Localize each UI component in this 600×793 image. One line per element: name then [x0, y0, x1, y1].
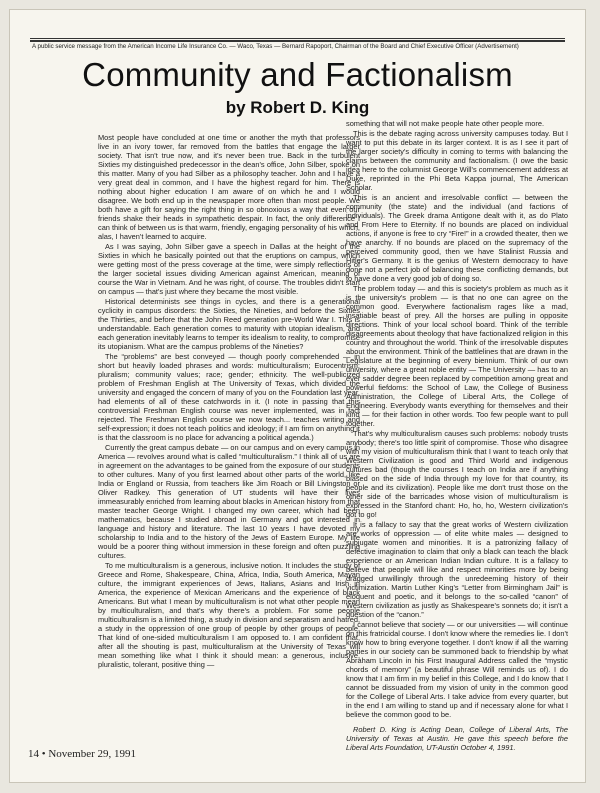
- paragraph: Most people have concluded at one time or another the myth that professors live in an ivory tower, far removed from the battles that engage the larger society. That isn't true now, and it's never been true. Back in the turbulent Sixties my distinguished predecessor in the dean's office, John Silber, spoke on this matter. Many of you had Silber as a philosophy teacher. John and I have a very great deal in common, and I have the highest regard for him. There is nothing about higher education I am aware of on which he and I would disagree. We both end up in the newspaper more often than most people. We both have a gift for saying the right thing in so obnoxious a way that even our friends shake their heads in sympathetic despair. In fact, the only difference I can think of between us is that warm, friendly, engaging personality of his which, alas, I haven't learned to acquire.: [98, 133, 360, 241]
- paragraph: It is a fallacy to say that the great works of Western civilization are works of oppression — of elite white males — designed to subjugate women and minorities. It is a patronizing fallacy of defective imagination to claim that only a black can teach the black experience or an American Indian Indian culture. It is a fallacy to believe that people will like and respect minorities more by being dragged unwillingly through the unredeeming history of their victimization. Martin Luther King's “Letter from Birmingham Jail” is eloquent and poetic, and it belongs to the so-called “canon” of Western civilization as justly as Shakespeare's sonnets do; it isn't a question of the “canon.”: [346, 520, 568, 619]
- page-footer: 14 • November 29, 1991: [28, 748, 137, 760]
- public-service-notice: A public service message from the American Income Life Insurance Co. — Waco, Texas — Bernard Rapoport, Chairman of the Board and Chief Executive Officer (Advertisement): [32, 43, 519, 50]
- paragraph: This is an ancient and irresolvable conflict — between the community (the state) and the individual (and factions of individuals). The Greek drama Antigone dealt with it, as do Plato and From Here to Eternity. If no bounds are placed on individual actions, if anyone is free to cry “Fire!” in a crowded theater, then we have anarchy. If no bounds are placed on the supremacy of the perceived community good, then we have Stalinist Russia and Hitler's Germany. It is the genius of Western democracy to have done not a perfect job of balancing these conflicting demands, but to have done a very good job of doing so.: [346, 193, 568, 283]
- paragraph: Historical determinists see things in cycles, and there is a generational cyclicity in campus disorders: the Sixties, the Nineties, and before the Sixties the Thirties, and before that the John Reed generation pre-World War I. This is understandable. Each generation comes to maturity with utopian idealism, and each generation inevitably learns to temper its idealism to reality, to compromise its utopianism. What are the campus problems of the Nineties?: [98, 297, 360, 351]
- paragraph: The problem today — and this is society's problem as much as it is the university's problem — is that no one can agree on the common good. Everywhere factionalism rages like a mad, insatiable beast of prey. All the horses are pulling in opposite directions. Think of your local school board. Think of the terrible disagreements about theology that have factionalized religion in this country and throughout the world. Think of the irresolvable disputes about the environment. Think of the battlelines that are drawn in the Legislature at the beginning of every biennium. Think of our own university, where a great noble entity — The University — has to an ever sadder degree been replaced by competition among great and powerful fiefdoms: the School of Law, the College of Business Administration, the College of Liberal Arts, the College of Engineering. Everybody wants everything for themselves and their kind — for their faction in other words. Too few people want to pull together.: [346, 284, 568, 428]
- paragraph: This is the debate raging across university campuses today. But I want to put this debate in its larger context. It is as I see it part of the larger society's difficulty in coming to terms with balancing the claims between the community and factionalism. (I owe the basic idea here to the columnist George Will's commencement address at Duke, reprinted in the Phi Beta Kappa journal, The American Scholar.: [346, 129, 568, 192]
- right-column: [346, 119, 568, 752]
- left-column: [98, 133, 360, 739]
- magazine-page: [10, 10, 585, 782]
- paragraph: Currently the great campus debate — on our campus and on every campus in America — revolves around what is called “multiculturalism.” I think all of us are in agreement on the advantages to be gained from the exposure of our students to other cultures. Many of you first learned about other parts of the world, like India or England or Russia, from teachers like Jim Roach or Bill Livingston or Oliver Radkey. This generation of UT students will have their lives immeasurably enriched from learning about blacks in American history from that master teacher George Wright. I changed my own career, which had been mathematics, because I studied abroad in Germany and got interested in language and history and literature. The last 10 years I have devoted my scholarship to India and to the history of the Jews of Eastern Europe. My life would be a poorer thing without immersion in these foreign and often puzzling cultures.: [98, 443, 360, 560]
- paragraph: The “problems” are best conveyed — though poorly comprehended — in short but heavily loaded phrases and words: multiculturalism; Eurocentrism; pluralism; community values; race; gender; ethnicity. The well-publicized problem of Freshman English at The University of Texas, which divided the university and engaged the concern of many of you on the Foundation last year, had elements of all of these catchwords in it. (I note in passing that this controversial Freshman English course was never implemented, was in fact rejected. The Freshman English course we now teach... teaches writing and self-expression; it does not teach politics and ideology; if I am firm on anything it is that the classroom is no place for advancing a political agenda.): [98, 352, 360, 442]
- paragraph: As I was saying, John Silber gave a speech in Dallas at the height of the Sixties in which he basically pointed out that the eruptions on campus, which were getting most of the press coverage at the time, were simply reflections of the larger societal issues dividing American against American, meaning of course the War in Vietnam. And he was right, of course. The troubles didn't start on campus — that's just where they became the most visible.: [98, 242, 360, 296]
- paragraph: That's why multiculturalism causes such problems: nobody trusts anybody; there's too little spirit of compromise. Those who disagree with my vision of multiculturalism think that I want to teach only that Western Civilization is good and Third World and indigenous cultures bad (though the courses I teach on India are if anything biased on the side of India through my love for that country, its people and its civilization). People like me don't trust those on the other side of the barricades whose vision of multiculturalism is expressed in the Stanford chant: Ho, ho, ho, Western civilization's got to go!: [346, 429, 568, 519]
- header-rule-thick: [30, 40, 565, 42]
- paragraph: To me multiculturalism is a generous, inclusive notion. It includes the study of Greece and Rome, Shakespeare, China, Africa, India, South America, Mayan culture, the immigrant experiences of Jews, Italians, Asians and Irish in America, the experience of Mexican Americans and the experience of black Americans. But what I mean by multiculturalism is not what other people mean by multiculturalism, and that's why there's a problem. For some people multiculturalism is a limited thing, a study in division and separatism and hatred, a study in the oppression of one group of people by other groups of people. That kind of one-sided multiculturalism I am opposed to. I am confident that, after all the shouting is past, multiculturalism at the University of Texas will mean something like what I think it should mean: a generous, inclusive, pluralistic, tolerant, positive thing —: [98, 561, 360, 669]
- paragraph: I cannot believe that society — or our universities — will continue on this fratricidal course. I don't know where the remedies lie. I don't know how to bring everyone together. I don't know if all the warring parties in our society can be summoned back to friendship by what Abraham Lincoln in his First Inaugural Address called the “mystic chords of memory” (a beautiful phrase Will reminds us of). I do know that I am firm in my belief in this College, and I do know that I cannot be dissuaded from my vision of unity in the common good for the College of Liberal Arts. I take advice from every quarter, but in the end I am willing to stand up and if necessary alone for what I believe the common good to be.: [346, 620, 568, 719]
- paragraph: something that will not make people hate other people more.: [346, 119, 545, 128]
- header-rule: [30, 38, 565, 39]
- article-byline: by Robert D. King: [225, 98, 370, 117]
- article-title: Community and Factionalism: [82, 56, 513, 93]
- author-bio: Robert D. King is Acting Dean, College of Liberal Arts, The University of Texas at Austin. He gave this speech before the Liberal Arts Foundation, UT-Austin October 4, 1991.: [346, 725, 568, 752]
